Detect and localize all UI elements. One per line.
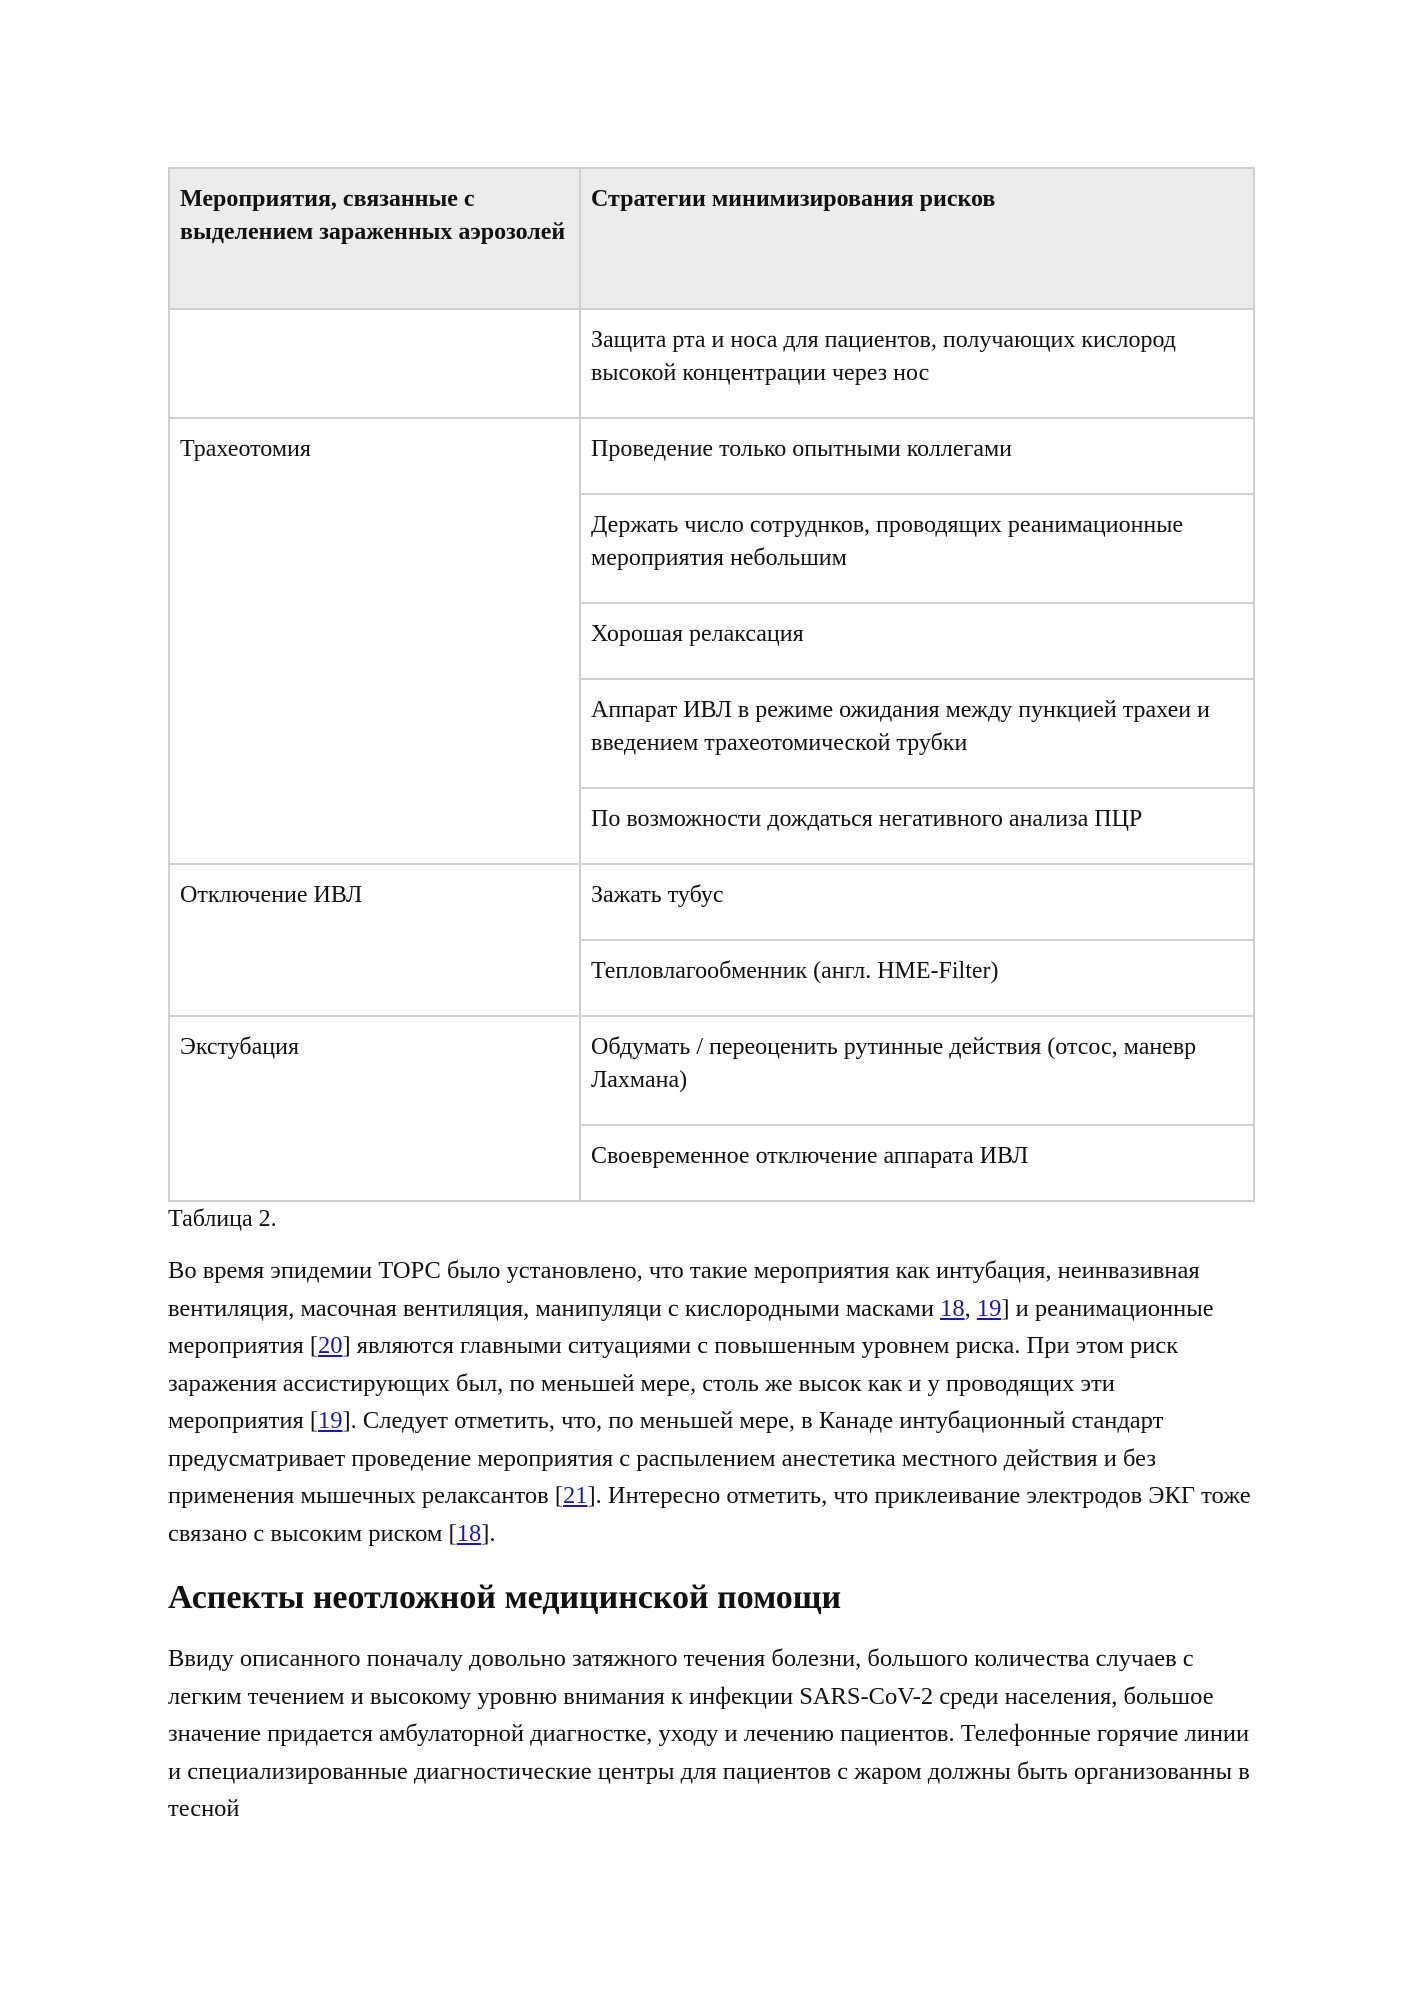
activity-cell: Экстубация <box>169 1016 580 1201</box>
body-paragraph-1 <box>168 1252 1253 1552</box>
table-row <box>169 864 1254 940</box>
strategy-cell: Тепловлагообменник (англ. HME-Filter) <box>580 940 1254 1016</box>
table-row <box>169 309 1254 418</box>
text-run: ] являются главными ситуациями с повышенным уровнем риска. При этом риск заражения ассистирующих был, по меньшей мере, столь же высок как и у проводящих эти мероприятия [ <box>168 1332 1179 1434</box>
section-heading: Аспекты неотложной медицинской помощи <box>168 1579 842 1616</box>
header-activities: Мероприятия, связанные с выделением зараженных аэрозолей <box>169 168 580 309</box>
strategy-cell: Защита рта и носа для пациентов, получающих кислород высокой концентрации через нос <box>580 309 1254 418</box>
activity-cell <box>169 309 580 418</box>
strategy-cell: Зажать тубус <box>580 864 1254 940</box>
strategy-cell: Обдумать / переоценить рутинные действия (отсос, маневр Лахмана) <box>580 1016 1254 1125</box>
reference-link[interactable]: 18 <box>940 1294 965 1322</box>
table-row <box>169 1016 1254 1125</box>
table-caption: Таблица 2. <box>168 1206 277 1232</box>
text-run: ]. Интересно отметить, что приклеивание электродов ЭКГ тоже связано с высоким риском [ <box>168 1482 1251 1547</box>
body-paragraph-2: Ввиду описанного поначалу довольно затяжного течения болезни, большого количества случаев с легким течением и высокому уровню внимания к инфекции SARS-CoV-2 среди населения, большое значение придается амбулаторной диагностке, уходу и лечению пациентов. Телефонные горячие линии и специализированные диагностические центры для пациентов с жаром должны быть организованны в тесной <box>168 1645 1250 1822</box>
table-header-row <box>169 168 1254 309</box>
strategy-cell: Своевременное отключение аппарата ИВЛ <box>580 1125 1254 1201</box>
strategy-cell: Держать число сотруднков, проводящих реанимационные мероприятия небольшим <box>580 494 1254 603</box>
reference-link[interactable]: 19 <box>318 1407 343 1434</box>
strategy-cell: Проведение только опытными коллегами <box>580 418 1254 494</box>
text-run: ]. Следует отметить, что, по меньшей мере, в Канаде интубационный стандарт предусматривает проведение мероприятия с распылением анестетика местного действия и без применения мышечных релаксантов [ <box>168 1407 1164 1509</box>
text-run: Во время эпидемии ТОРС было установлено, что такие мероприятия как интубация, неинвазивная вентиляция, масочная вентиляция, манипуляци с кислородными масками <box>168 1257 1200 1322</box>
strategy-cell: Аппарат ИВЛ в режиме ожидания между пункцией трахеи и введением трахеотомической трубки <box>580 679 1254 788</box>
reference-link[interactable]: 20 <box>318 1332 343 1359</box>
reference-link[interactable]: 18 <box>456 1519 482 1547</box>
activity-cell: Трахеотомия <box>169 418 580 864</box>
text-run: ]. <box>481 1519 496 1547</box>
header-strategies: Стратегии минимизирования рисков <box>580 168 1254 309</box>
risk-mitigation-table <box>168 167 1255 1202</box>
table-row <box>169 418 1254 494</box>
reference-link[interactable]: 21 <box>562 1482 588 1509</box>
text-run: ] и реанимационные мероприятия [ <box>168 1294 1214 1359</box>
text-run: , <box>964 1294 977 1322</box>
strategy-cell: По возможности дождаться негативного анализа ПЦР <box>580 788 1254 864</box>
document-page <box>168 167 1253 1828</box>
activity-cell: Отключение ИВЛ <box>169 864 580 1016</box>
strategy-cell: Хорошая релаксация <box>580 603 1254 679</box>
reference-link[interactable]: 19 <box>976 1294 1002 1322</box>
